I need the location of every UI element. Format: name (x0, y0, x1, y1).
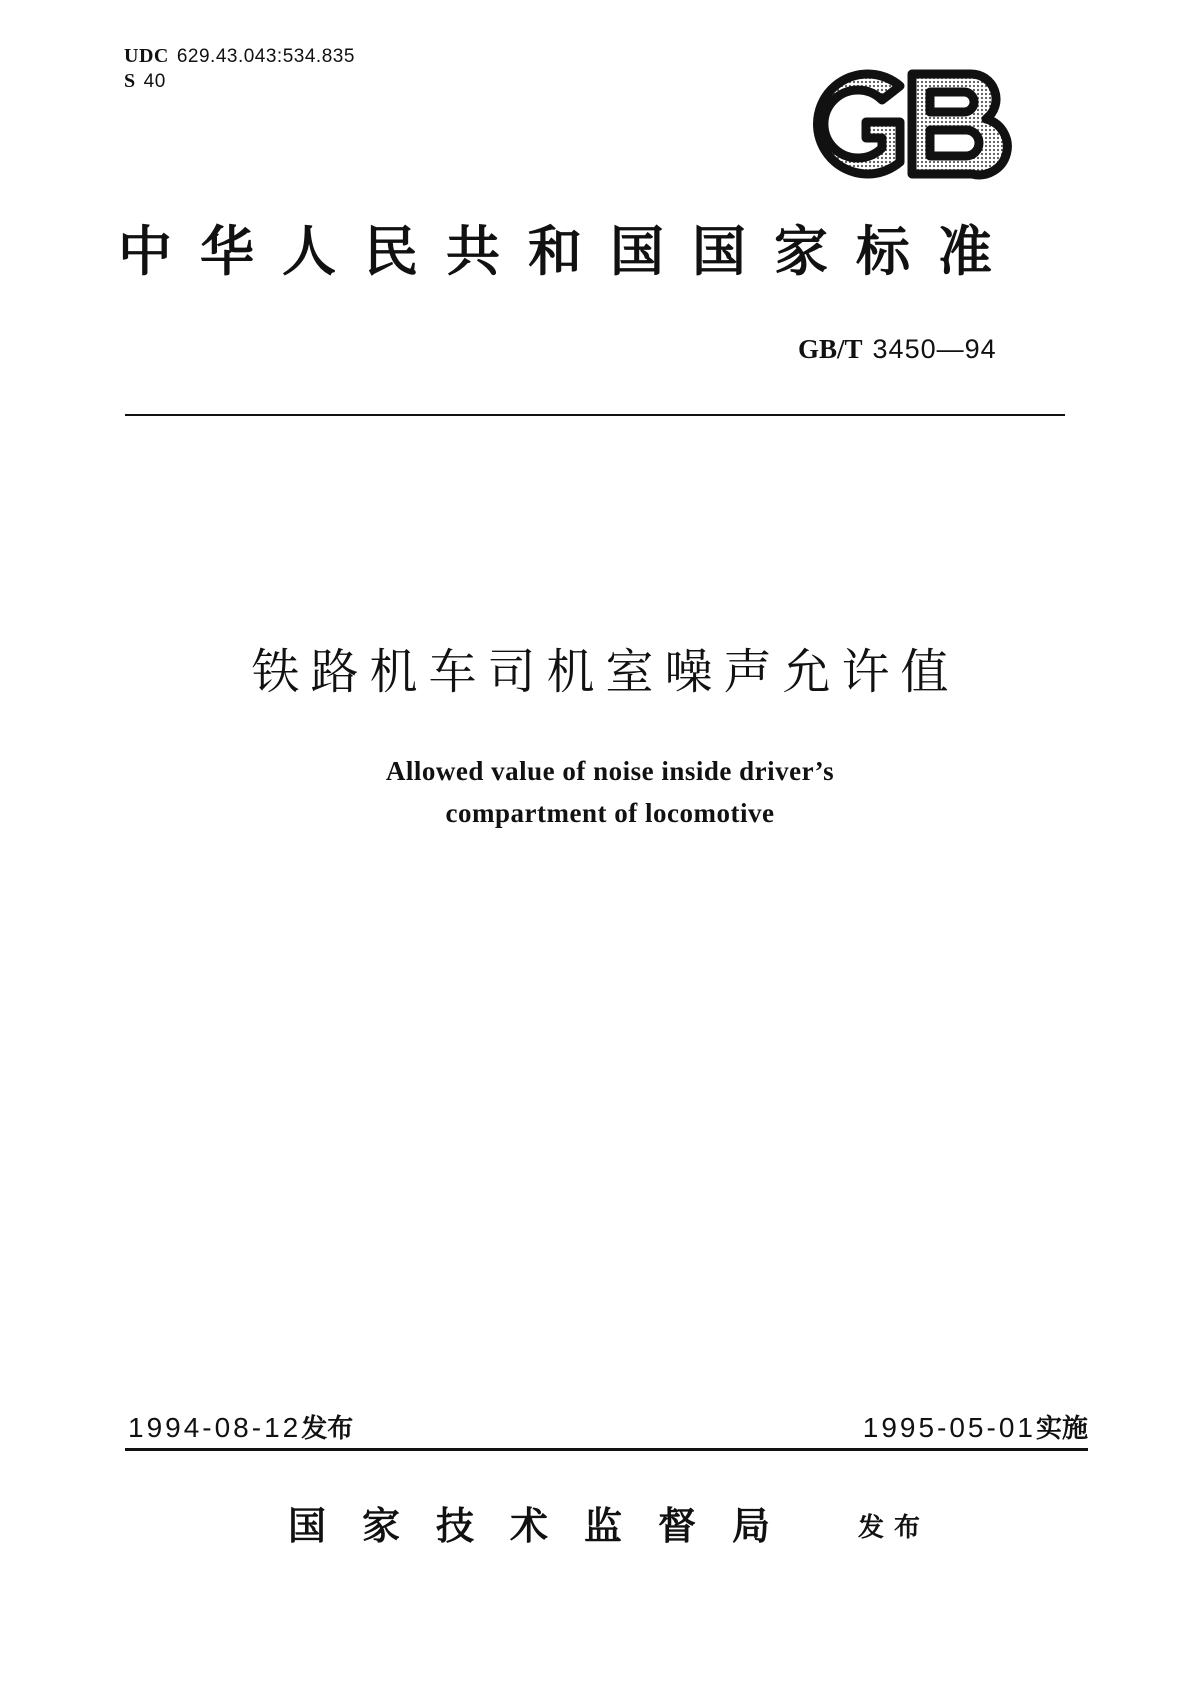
effective-date (863, 1410, 1088, 1447)
udc-line (124, 44, 355, 69)
standard-code: 3450—94 (872, 334, 997, 364)
udc-block (124, 44, 355, 94)
udc-value: 629.43.043:534.835 (176, 46, 355, 67)
gb-logo-g (818, 74, 900, 174)
top-divider (125, 414, 1065, 416)
s-label: S (124, 70, 136, 92)
bottom-divider (125, 1448, 1088, 1451)
udc-label: UDC (124, 45, 169, 67)
gb-logo-b (912, 74, 1007, 175)
effective-date-value: 1995-05-01 (862, 1412, 1036, 1443)
english-title-line-2: compartment of locomotive (445, 798, 775, 828)
standard-prefix: GB/T (798, 334, 863, 364)
s-line (124, 69, 355, 94)
s-value: 40 (143, 71, 166, 92)
standard-number (798, 333, 997, 366)
national-standard-title: 中华人民共和国国家标准 (118, 219, 1020, 283)
publisher-name: 国家技术监督局 (288, 1503, 807, 1548)
chinese-title: 铁路机车司机室噪声允许值 (251, 644, 960, 700)
publisher-action: 发布 (858, 1513, 931, 1543)
issue-date-suffix: 发布 (301, 1414, 354, 1444)
effective-date-suffix: 实施 (1035, 1414, 1088, 1444)
english-title (0, 750, 1191, 834)
issue-date (128, 1410, 353, 1447)
gb-logo (800, 64, 1015, 184)
issue-date-value: 1994-08-12 (128, 1412, 302, 1443)
english-title-line-1: Allowed value of noise inside driver’s (385, 756, 835, 786)
